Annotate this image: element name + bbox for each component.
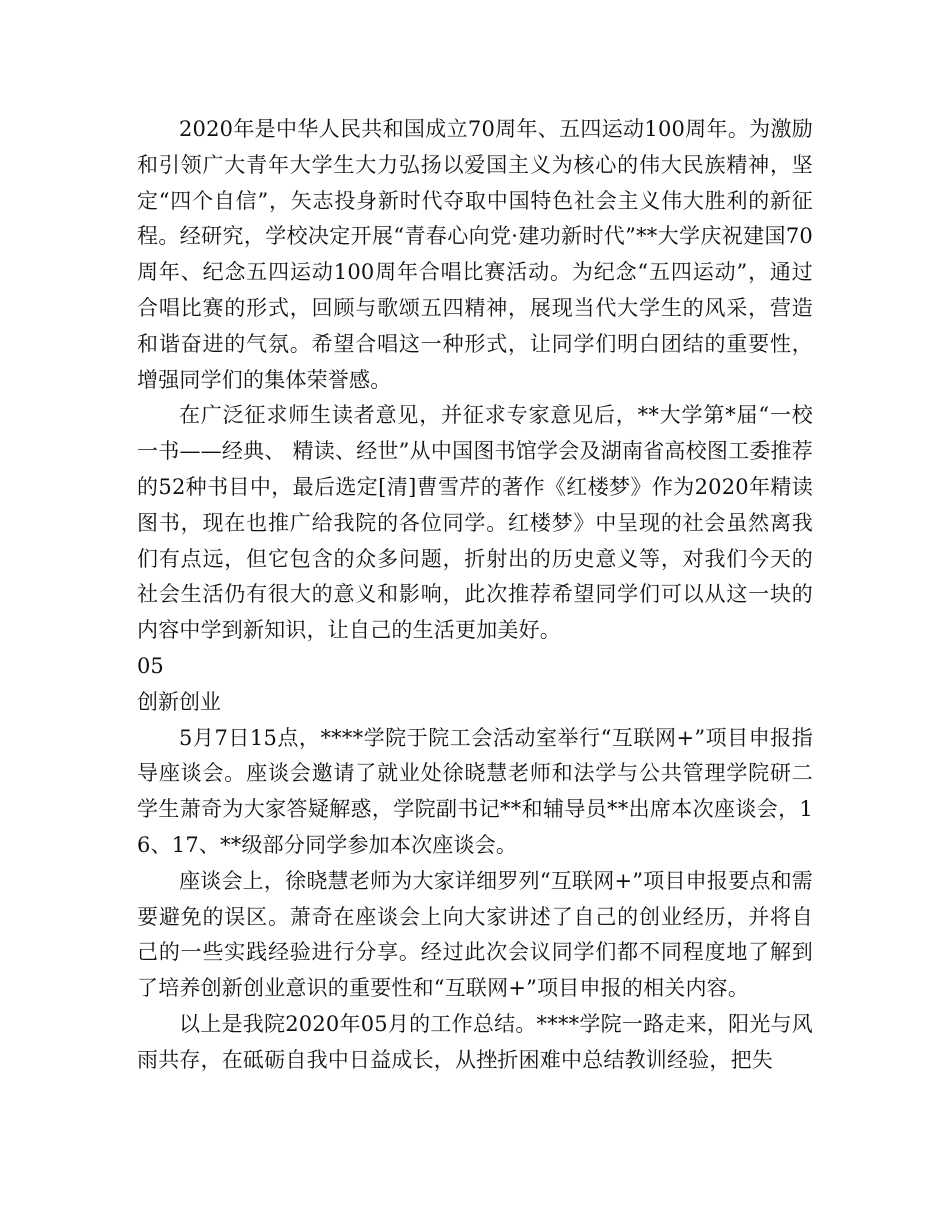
paragraph-anniversary-chorus: 2020年是中华人民共和国成立70周年、五四运动100周年。为激励和引领广大青年大学生大力弘扬以爱国主义为核心的伟大民族精神，坚定“四个自信”，矢志投身新时代夺取中国特色社会主义伟大胜利的新征程。经研究，学校决定开展“青春心向党·建功新时代”**大学庆祝建国70周年、纪念五四运动100周年合唱比赛活动。为纪念“五四运动”，通过合唱比赛的形式，回顾与歌颂五四精神，展现当代大学生的风采，营造和谐奋进的气氛。希望合唱这一种形式，让同学们明白团结的重要性，增强同学们的集体荣誉感。 bbox=[137, 117, 813, 392]
section-title: 创新创业 bbox=[137, 689, 221, 714]
document-page bbox=[137, 112, 813, 1079]
paragraph-forum-announcement: 5月7日15点，****学院于院工会活动室举行“互联网+”项目申报指导座谈会。座谈会邀请了就业处徐晓慧老师和法学与公共管理学院研二学生萧奇为大家答疑解惑，学院副书记**和辅导员**出席本次座谈会，16、17、**级部分同学参加本次座谈会。 bbox=[137, 725, 813, 857]
paragraph-forum-details: 座谈会上，徐晓慧老师为大家详细罗列“互联网+”项目申报要点和需要避免的误区。萧奇在座谈会上向大家讲述了自己的创业经历，并将自己的一些实践经验进行分享。经过此次会议同学们都不同程度地了解到了培养创新创业意识的重要性和“互联网+”项目申报的相关内容。 bbox=[137, 868, 813, 1001]
section-number: 05 bbox=[137, 653, 164, 678]
paragraph-reading-recommendation: 在广泛征求师生读者意见，并征求专家意见后，**大学第*届“一校一书——经典、 精读、经世”从中国图书馆学会及湖南省高校图工委推荐的52种书目中，最后选定[清]曹雪芹的著作《红楼梦》作为2020年精读图书，现在也推广给我院的各位同学。红楼梦》中呈现的社会虽然离我们有点远，但它包含的众多问题，折射出的历史意义等，对我们今天的社会生活仍有很大的意义和影响，此次推荐希望同学们可以从这一块的内容中学到新知识，让自己的生活更加美好。 bbox=[137, 403, 813, 643]
paragraph-summary: 以上是我院2020年05月的工作总结。****学院一路走来，阳光与风雨共存，在砥砺自我中日益成长，从挫折困难中总结教训经验，把失 bbox=[137, 1011, 813, 1072]
